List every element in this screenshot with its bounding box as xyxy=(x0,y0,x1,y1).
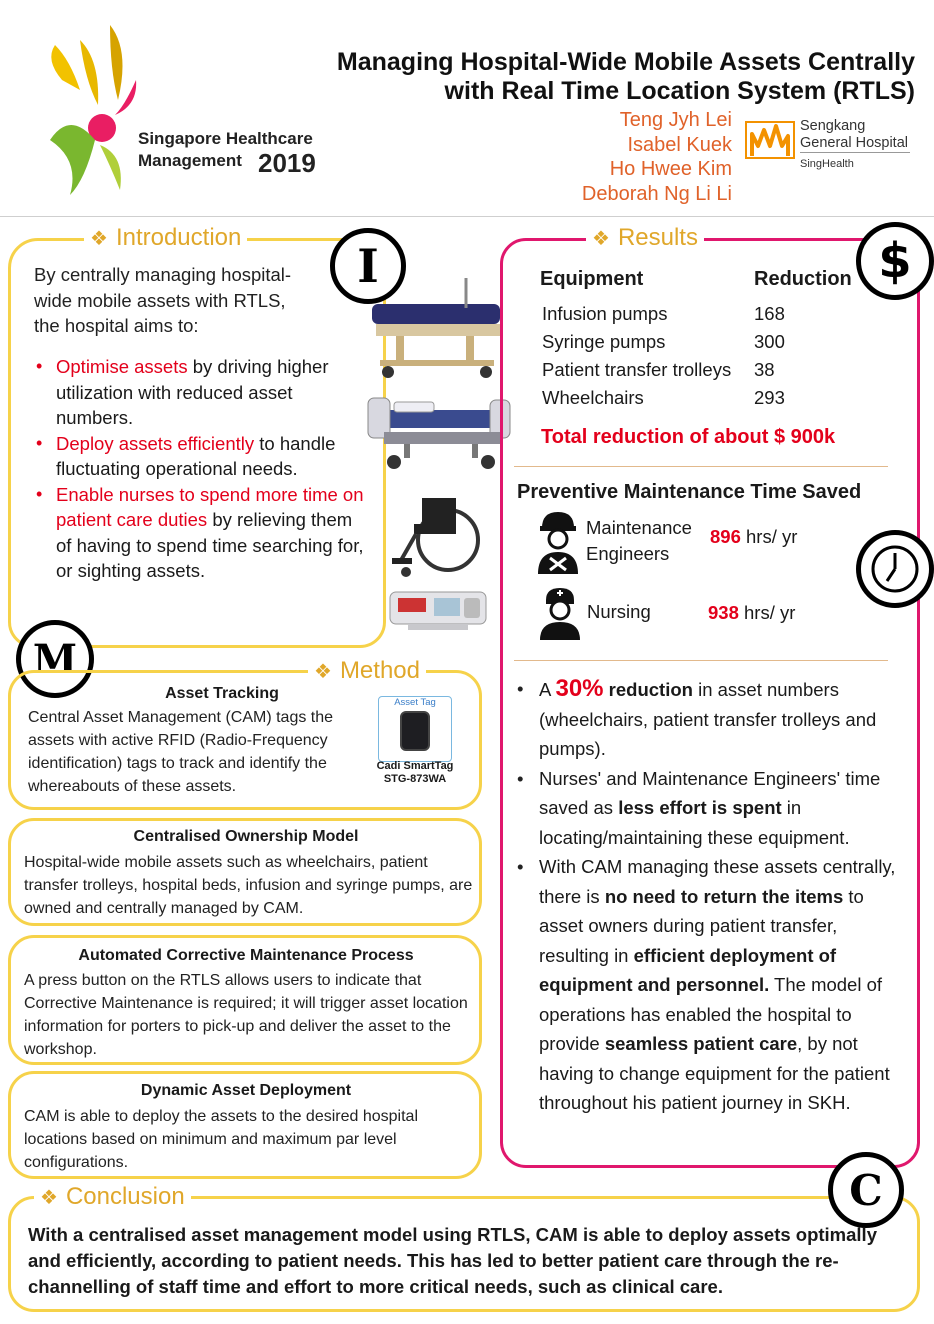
total-reduction: Total reduction of about $ 900k xyxy=(541,426,836,448)
diamond-icon: ❖ xyxy=(314,661,332,683)
clock-hands-icon xyxy=(869,543,921,595)
list-item: • Deploy assets efficiently to handle fluctuating operational needs. xyxy=(34,431,364,482)
pm-label: Maintenance Engineers xyxy=(586,517,692,564)
list-item: • A 30% reduction in asset numbers (wheelchairs, patient transfer trolleys and pumps). xyxy=(514,674,906,764)
introduction-letter-icon: I xyxy=(330,228,406,304)
method-box-text: CAM is able to deploy the assets to the desired hospital locations based on minimum and maximum par level configurations. xyxy=(24,1108,418,1171)
pm-hours: 938 hrs/ yr xyxy=(708,602,796,623)
method-box-title: Asset Tracking xyxy=(165,685,279,702)
asset-tag-model: STG-873WA xyxy=(383,773,447,785)
asset-tag-label: Asset Tag xyxy=(394,697,436,708)
stretcher-icon xyxy=(366,268,506,380)
event-year: 2019 xyxy=(258,148,316,178)
nurse-icon xyxy=(538,586,582,642)
engineer-icon xyxy=(536,508,580,576)
method-box-title: Dynamic Asset Deployment xyxy=(140,1082,352,1099)
introduction-bullets xyxy=(34,354,364,584)
list-item: • Enable nurses to spend more time on patient care duties by relieving them of having to spend time searching for, or sighting assets. xyxy=(34,482,364,584)
list-item: • Nurses' and Maintenance Engineers' time saved as less effort is spent in locating/maintaining these equipment. xyxy=(514,764,906,853)
event-name: Singapore Healthcare Management xyxy=(138,129,313,170)
hospital-group: SingHealth xyxy=(800,158,854,170)
table-row: Patient transfer trolleys 38 xyxy=(542,359,775,380)
results-table xyxy=(542,300,862,412)
introduction-title: ❖ Introduction xyxy=(84,225,247,252)
list-item: • With CAM managing these assets centrally, there is no need to return the items to asset owners during patient transfer, resulting in efficient deployment of equipment and personnel. The model of operations has enabled the hospital to provide seamless patient care, by not having to change equipment for the patient throughout his patient journey in SKH. xyxy=(514,852,906,1118)
method-box-text: Central Asset Management (CAM) tags the assets with active RFID (Radio-Frequency identification) tags to track and identify the whereabouts of these assets. xyxy=(28,709,334,795)
header-divider xyxy=(0,216,934,217)
conclusion-letter-icon: C xyxy=(828,1152,904,1228)
list-item: • Optimise assets by driving higher utilization with reduced asset numbers. xyxy=(34,354,364,431)
wheelchair-icon xyxy=(386,478,482,578)
results-title: ❖ Results xyxy=(586,225,704,252)
method-title: ❖ Method xyxy=(308,658,426,685)
pm-hours: 896 hrs/ yr xyxy=(710,526,798,547)
table-row: Infusion pumps 168 xyxy=(542,303,785,324)
column-header-reduction: Reduction xyxy=(754,268,852,290)
conclusion-text: With a centralised asset management model using RTLS, CAM is able to deploy assets optimally and efficiently, according to patient needs. This has led to better patient care through the re-channelling of staff time and effort to more critical needs, such as clinical care. xyxy=(28,1224,877,1297)
asset-tag-name: Cadi SmartTag xyxy=(376,760,454,772)
poster-title: Managing Hospital-Wide Mobile Assets Centrally with Real Time Location System (RTLS) xyxy=(336,48,915,105)
results-bullets xyxy=(514,674,906,1118)
method-letter-icon: M xyxy=(16,620,94,698)
diamond-icon: ❖ xyxy=(592,228,610,250)
hospital-bed-icon xyxy=(364,388,516,474)
hospital-divider xyxy=(800,152,910,153)
pm-label: Nursing xyxy=(587,601,651,622)
hospital-name: Sengkang General Hospital xyxy=(800,118,908,151)
clock-icon xyxy=(856,530,934,608)
method-box-text: A press button on the RTLS allows users to indicate that Corrective Maintenance is required; it will trigger asset location information for porters to pick-up and deliver the asset to the workshop. xyxy=(24,972,468,1058)
introduction-lead: By centrally managing hospital-wide mobile assets with RTLS, the hospital aims to: xyxy=(34,264,292,336)
method-box-title: Centralised Ownership Model xyxy=(133,828,359,845)
table-row: Wheelchairs 293 xyxy=(542,387,785,408)
pm-title: Preventive Maintenance Time Saved xyxy=(517,481,862,503)
conclusion-title: ❖ Conclusion xyxy=(34,1184,191,1211)
diamond-icon: ❖ xyxy=(90,228,108,250)
results-divider xyxy=(514,660,888,661)
results-divider xyxy=(514,466,888,467)
infusion-pump-icon xyxy=(388,586,488,634)
tag-device-icon xyxy=(400,711,430,751)
column-header-equipment: Equipment xyxy=(540,268,644,290)
method-box-text: Hospital-wide mobile assets such as wheelchairs, patient transfer trolleys, hospital beds, infusion and syringe pumps, are owned and centrally managed by CAM. xyxy=(24,854,473,917)
skh-logo-icon xyxy=(744,116,796,164)
method-box-title: Automated Corrective Maintenance Process xyxy=(78,947,414,964)
asset-tag-card xyxy=(378,696,452,762)
diamond-icon: ❖ xyxy=(40,1187,58,1209)
dollar-icon: $ xyxy=(856,222,934,300)
shm-logo-icon xyxy=(40,20,140,200)
author-list: Teng Jyh Lei Isabel Kuek Ho Hwee Kim Deborah Ng Li Li xyxy=(581,109,732,205)
table-row: Syringe pumps 300 xyxy=(542,331,785,352)
